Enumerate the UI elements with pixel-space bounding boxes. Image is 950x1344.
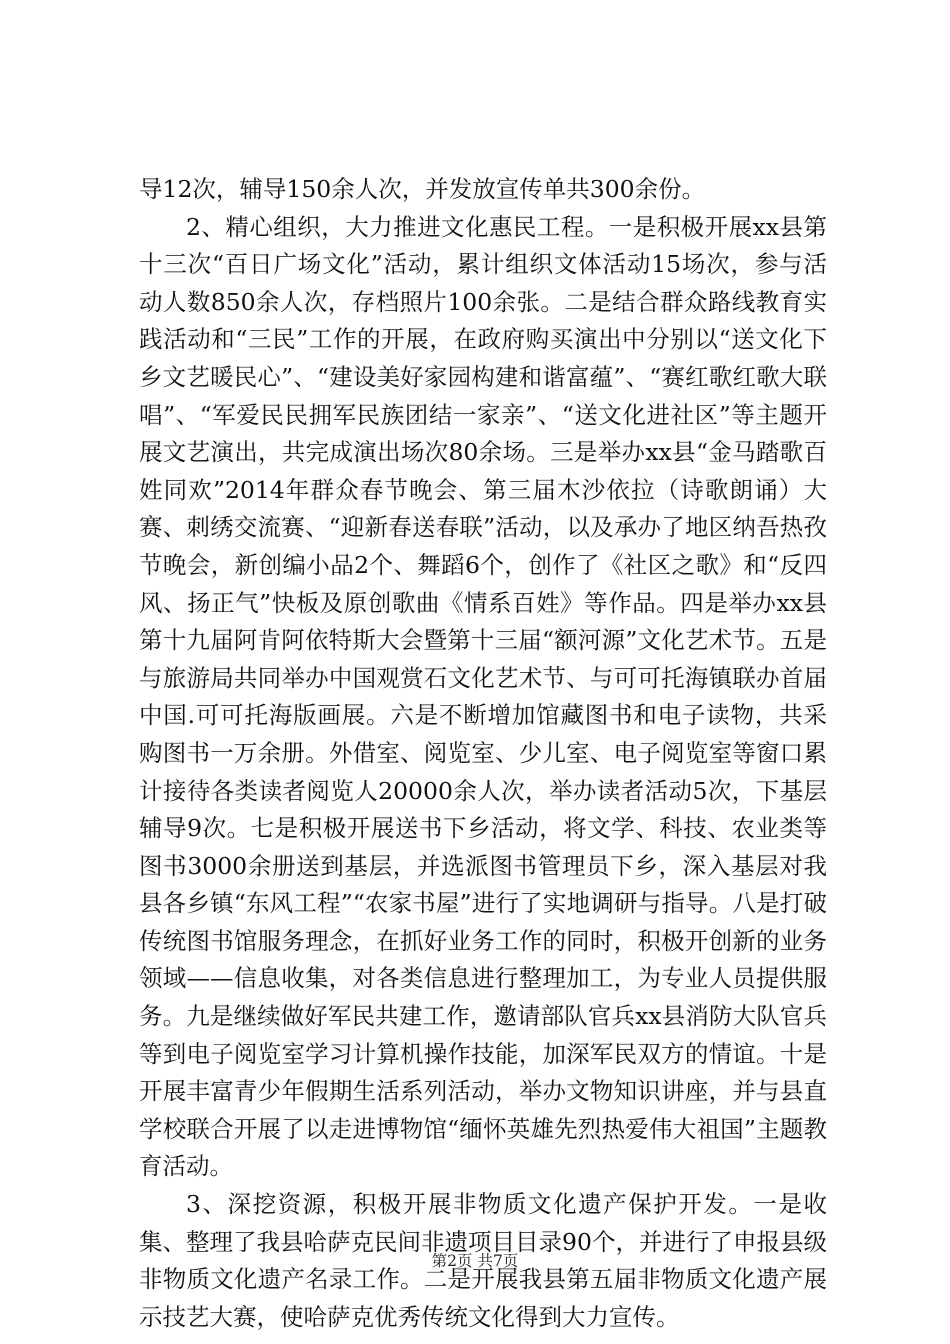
body-text [139, 171, 827, 1336]
paragraph-intangible-heritage: 3、深挖资源，积极开展非物质文化遗产保护开发。一是收集、整理了我县哈萨克民间非遗项目目录90个，并进行了申报县级非物质文化遗产名录工作。二是开展我县第五届非物质文化遗产展示技艺大赛，使哈萨克优秀传统文化得到大力宣传。 [139, 1190, 827, 1331]
paragraph-cultural-benefit: 2、精心组织，大力推进文化惠民工程。一是积极开展xx县第十三次“百日广场文化”活动，累计组织文体活动15场次，参与活动人数850余人次，存档照片100余张。二是结合群众路线教育实践活动和“三民”工作的开展，在政府购买演出中分别以“送文化下乡文艺暖民心”、“建设美好家园构建和谐富蕴”、“赛红歌红歌大联唱”、“军爱民民拥军民族团结一家亲”、“送文化进社区”等主题开展文艺演出，共完成演出场次80余场。三是举办xx县“金马踏歌百姓同欢”2014年群众春节晚会、第三届木沙依拉（诗歌朗诵）大赛、刺绣交流赛、“迎新春送春联”活动，以及承办了地区纳吾热孜节晚会，新创编小品2个、舞蹈6个，创作了《社区之歌》和“反四风、扬正气”快板及原创歌曲《情系百姓》等作品。四是举办xx县第十九届阿肯阿依特斯大会暨第十三届“额河源”文化艺术节。五是与旅游局共同举办中国观赏石文化艺术节、与可可托海镇联办首届中国.可可托海版画展。六是不断增加馆藏图书和电子读物，共采购图书一万余册。外借室、阅览室、少儿室、电子阅览室等窗口累计接待各类读者阅览人20000余人次，举办读者活动5次，下基层辅导9次。七是积极开展送书下乡活动，将文学、科技、农业类等图书3000余册送到基层，并选派图书管理员下乡，深入基层对我县各乡镇“东风工程”“农家书屋”进行了实地调研与指导。八是打破传统图书馆服务理念，在抓好业务工作的同时，积极开创新的业务领域——信息收集，对各类信息进行整理加工，为专业人员提供服务。九是继续做好军民共建工作，邀请部队官兵xx县消防大队官兵等到电子阅览室学习计算机操作技能，加深军民双方的情谊。十是开展丰富青少年假期生活系列活动，举办文物知识讲座，并与县直学校联合开展了以走进博物馆“缅怀英雄先烈热爱伟大祖国”主题教育活动。 [139, 212, 827, 1181]
paragraph-continuation: 导12次，辅导150余人次，并发放宣传单共300余份。 [139, 175, 706, 203]
page-number-footer: 第2页 共7页 [431, 1252, 519, 1270]
